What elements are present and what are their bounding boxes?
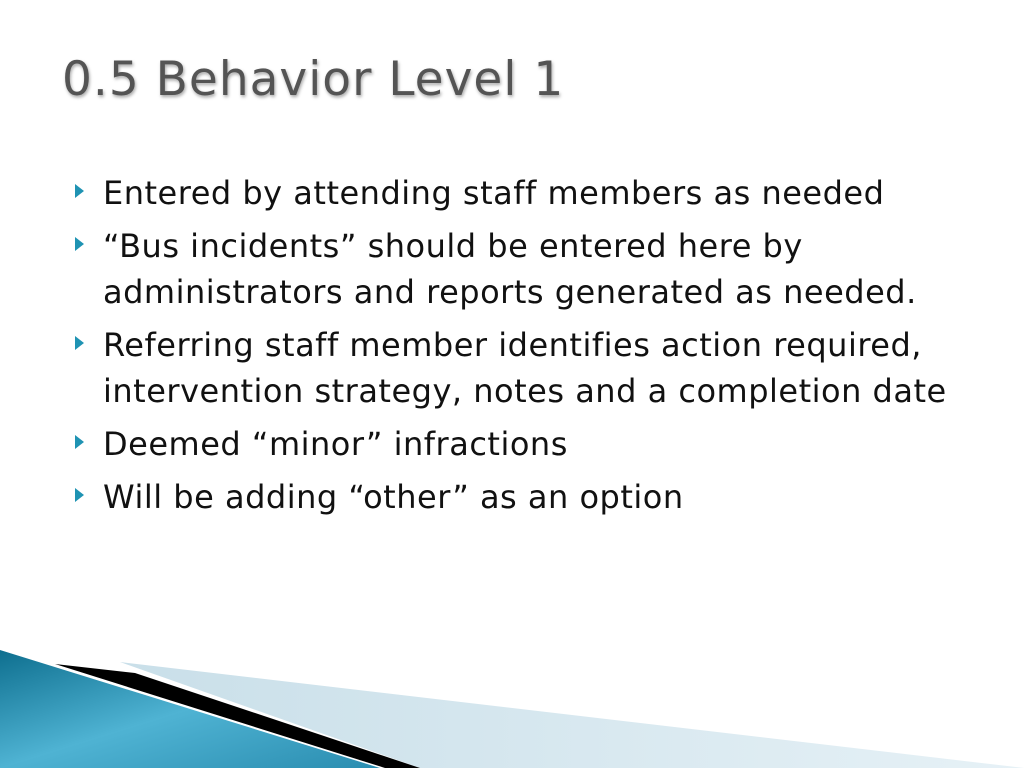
bullet-text: Entered by attending staff members as needed [103,174,885,212]
triangle-right-icon [75,237,84,251]
bullet-item [75,322,955,414]
decor-blue-wedge [0,650,380,768]
bullet-item [75,223,955,315]
triangle-right-icon [75,435,84,449]
triangle-right-icon [75,336,84,350]
bullet-text: Will be adding “other” as an option [103,478,684,516]
bullet-list [75,170,955,527]
triangle-right-icon [75,488,84,502]
bullet-item [75,170,955,216]
decor-black-stripe [55,664,420,768]
bullet-item [75,421,955,467]
bullet-item [75,474,955,520]
triangle-right-icon [75,184,84,198]
bullet-text: “Bus incidents” should be entered here by administrators and reports generated as needed. [103,227,917,311]
decor-pale-band [120,662,1024,768]
bullet-text: Referring staff member identifies action required, intervention strategy, notes and a completion date [103,326,947,410]
bullet-text: Deemed “minor” infractions [103,425,568,463]
slide-title: 0.5 Behavior Level 1 [62,52,565,107]
